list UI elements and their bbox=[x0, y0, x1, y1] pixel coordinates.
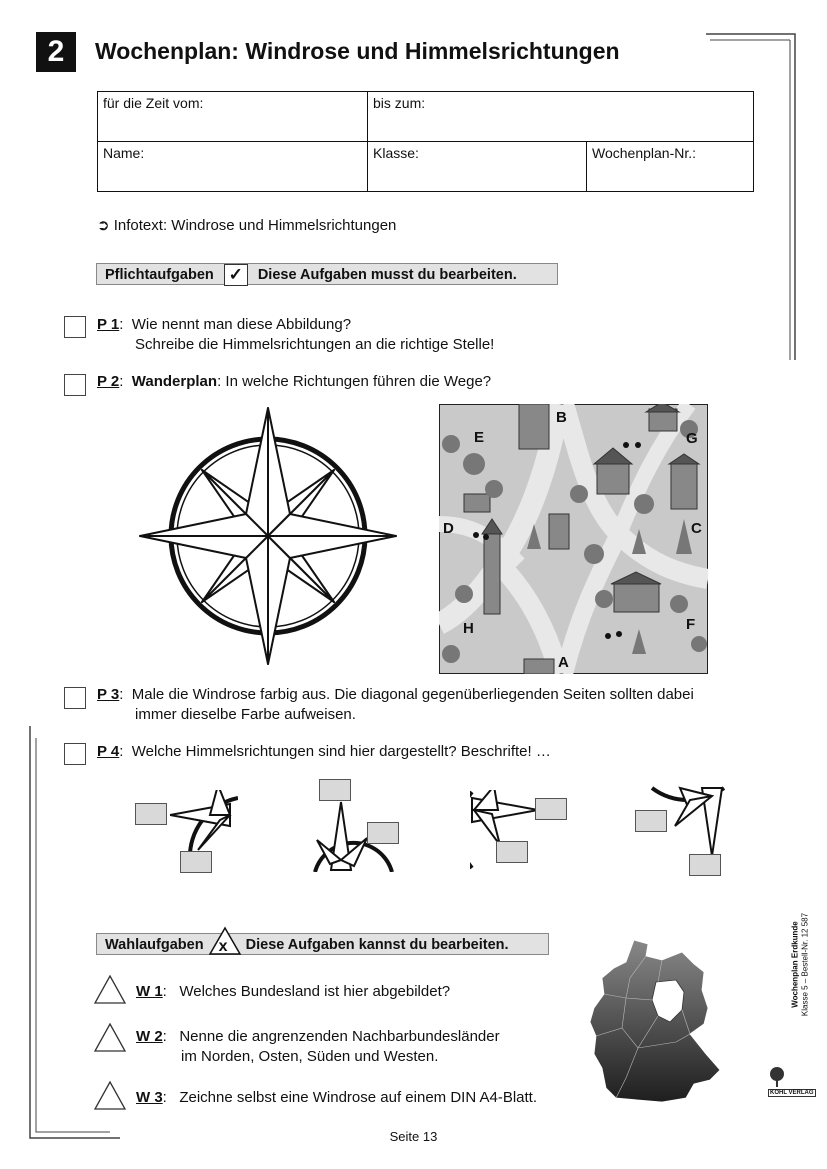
answer-box[interactable] bbox=[180, 851, 212, 873]
mandatory-label: Pflichtaufgaben bbox=[105, 267, 214, 283]
x-triangle-icon bbox=[208, 934, 242, 956]
date-from-label: für die Zeit vom: bbox=[103, 95, 204, 111]
task-text: Zeichne selbst eine Windrose auf einem DIN A4-Blatt. bbox=[179, 1089, 538, 1106]
map-label-g: G bbox=[686, 430, 698, 447]
task-id: P 3 bbox=[97, 686, 120, 703]
answer-box[interactable] bbox=[689, 854, 721, 876]
task-w3: W 3: Zeichne selbst eine Windrose auf einem DIN A4-Blatt. bbox=[136, 1089, 538, 1106]
optional-tasks-bar bbox=[96, 933, 549, 955]
map-label-e: E bbox=[474, 429, 485, 446]
task-text: Nenne die angrenzenden Nachbarbundesländer bbox=[179, 1028, 500, 1045]
answer-box[interactable] bbox=[535, 798, 567, 820]
map-label-d: D bbox=[443, 520, 454, 537]
checkmark-icon: ✓ bbox=[224, 264, 248, 286]
publisher-name: KOHL VERLAG bbox=[770, 1090, 814, 1096]
germany-map-image bbox=[586, 938, 736, 1106]
task-checkbox-p1[interactable] bbox=[64, 316, 86, 338]
task-text: Male die Windrose farbig aus. Die diagonal gegenüberliegenden Seiten sollten dabei bbox=[131, 686, 694, 703]
task-id: P 4 bbox=[97, 743, 120, 760]
task-id: P 2 bbox=[97, 373, 120, 390]
map-labels bbox=[439, 404, 708, 674]
mandatory-tasks-bar bbox=[96, 263, 558, 285]
task-text-line2: immer dieselbe Farbe aufweisen. bbox=[135, 706, 356, 723]
optional-text: Diese Aufgaben kannst du bearbeiten. bbox=[245, 937, 509, 953]
page-number: Seite 13 bbox=[389, 1129, 438, 1144]
answer-box[interactable] bbox=[367, 822, 399, 844]
class-label: Klasse: bbox=[373, 145, 419, 161]
task-text-line2: im Norden, Osten, Süden und Westen. bbox=[181, 1048, 439, 1065]
task-id: W 1 bbox=[136, 983, 163, 1000]
task-keyword: Wanderplan bbox=[131, 373, 218, 390]
class-field[interactable] bbox=[368, 142, 587, 192]
worksheet-number: 2 bbox=[36, 32, 76, 72]
task-id: W 2 bbox=[136, 1028, 163, 1045]
task-text-line2: Schreibe die Himmelsrichtungen an die richtige Stelle! bbox=[135, 336, 495, 353]
task-w2: W 2: Nenne die angrenzenden Nachbarbundesländer im Norden, Osten, Süden und Westen. bbox=[136, 1028, 500, 1065]
task-p3: P 3: Male die Windrose farbig aus. Die diagonal gegenüberliegenden Seiten sollten dabei immer dieselbe Farbe aufweisen. bbox=[97, 686, 694, 723]
task-text: Wie nennt man diese Abbildung? bbox=[131, 316, 352, 333]
plan-number-field[interactable] bbox=[587, 142, 754, 192]
date-to-label: bis zum: bbox=[373, 95, 426, 111]
publisher-logo bbox=[768, 1065, 816, 1097]
map-label-f: F bbox=[686, 616, 696, 633]
header-form bbox=[97, 91, 754, 192]
tree-logo-icon bbox=[768, 1065, 800, 1089]
task-checkbox-p3[interactable] bbox=[64, 687, 86, 709]
task-p1: P 1: Wie nennt man diese Abbildung? Schreibe die Himmelsrichtungen an die richtige Stelle! bbox=[97, 316, 495, 353]
page-title: Wochenplan: Windrose und Himmelsrichtungen bbox=[95, 38, 620, 64]
date-to-field[interactable] bbox=[368, 92, 754, 142]
task-text: Welche Himmelsrichtungen sind hier dargestellt? Beschrifte! … bbox=[131, 743, 551, 760]
map-label-c: C bbox=[691, 520, 702, 537]
info-line[interactable] bbox=[97, 216, 396, 234]
sidebar-order-number: Klasse 5 – Bestell-Nr. 12 587 bbox=[800, 912, 810, 1017]
compass-rose-image bbox=[135, 405, 399, 667]
task-checkbox-p4[interactable] bbox=[64, 743, 86, 765]
task-text: Welches Bundesland ist hier abgebildet? bbox=[179, 983, 451, 1000]
date-from-field[interactable] bbox=[98, 92, 368, 142]
answer-box[interactable] bbox=[135, 803, 167, 825]
triangle-checkbox-w1[interactable] bbox=[93, 974, 127, 1004]
arrow-icon: ➲ bbox=[97, 217, 110, 234]
task-text: : In welche Richtungen führen die Wege? bbox=[217, 373, 492, 390]
mandatory-text: Diese Aufgaben musst du bearbeiten. bbox=[257, 267, 517, 283]
map-label-a: A bbox=[558, 654, 569, 671]
answer-box[interactable] bbox=[496, 841, 528, 863]
triangle-checkbox-w3[interactable] bbox=[93, 1080, 127, 1110]
task-id: P 1 bbox=[97, 316, 120, 333]
map-label-b: B bbox=[556, 409, 567, 426]
triangle-checkbox-w2[interactable] bbox=[93, 1022, 127, 1052]
map-label-h: H bbox=[463, 620, 474, 637]
answer-box[interactable] bbox=[319, 779, 351, 801]
x-mark: x bbox=[218, 938, 228, 955]
name-field[interactable] bbox=[98, 142, 368, 192]
task-checkbox-p2[interactable] bbox=[64, 374, 86, 396]
task-p2: P 2: Wanderplan: In welche Richtungen führen die Wege? bbox=[97, 373, 492, 390]
optional-label: Wahlaufgaben bbox=[105, 937, 204, 953]
task-w1: W 1: Welches Bundesland ist hier abgebildet? bbox=[136, 983, 451, 1000]
answer-box[interactable] bbox=[635, 810, 667, 832]
info-text: Infotext: Windrose und Himmelsrichtungen bbox=[113, 217, 397, 234]
task-p4: P 4: Welche Himmelsrichtungen sind hier dargestellt? Beschrifte! … bbox=[97, 743, 551, 760]
sidebar-title: Wochenplan Erdkunde bbox=[790, 921, 800, 1008]
name-label: Name: bbox=[103, 145, 145, 161]
plan-number-label: Wochenplan-Nr.: bbox=[592, 145, 697, 161]
task-id: W 3 bbox=[136, 1089, 163, 1106]
